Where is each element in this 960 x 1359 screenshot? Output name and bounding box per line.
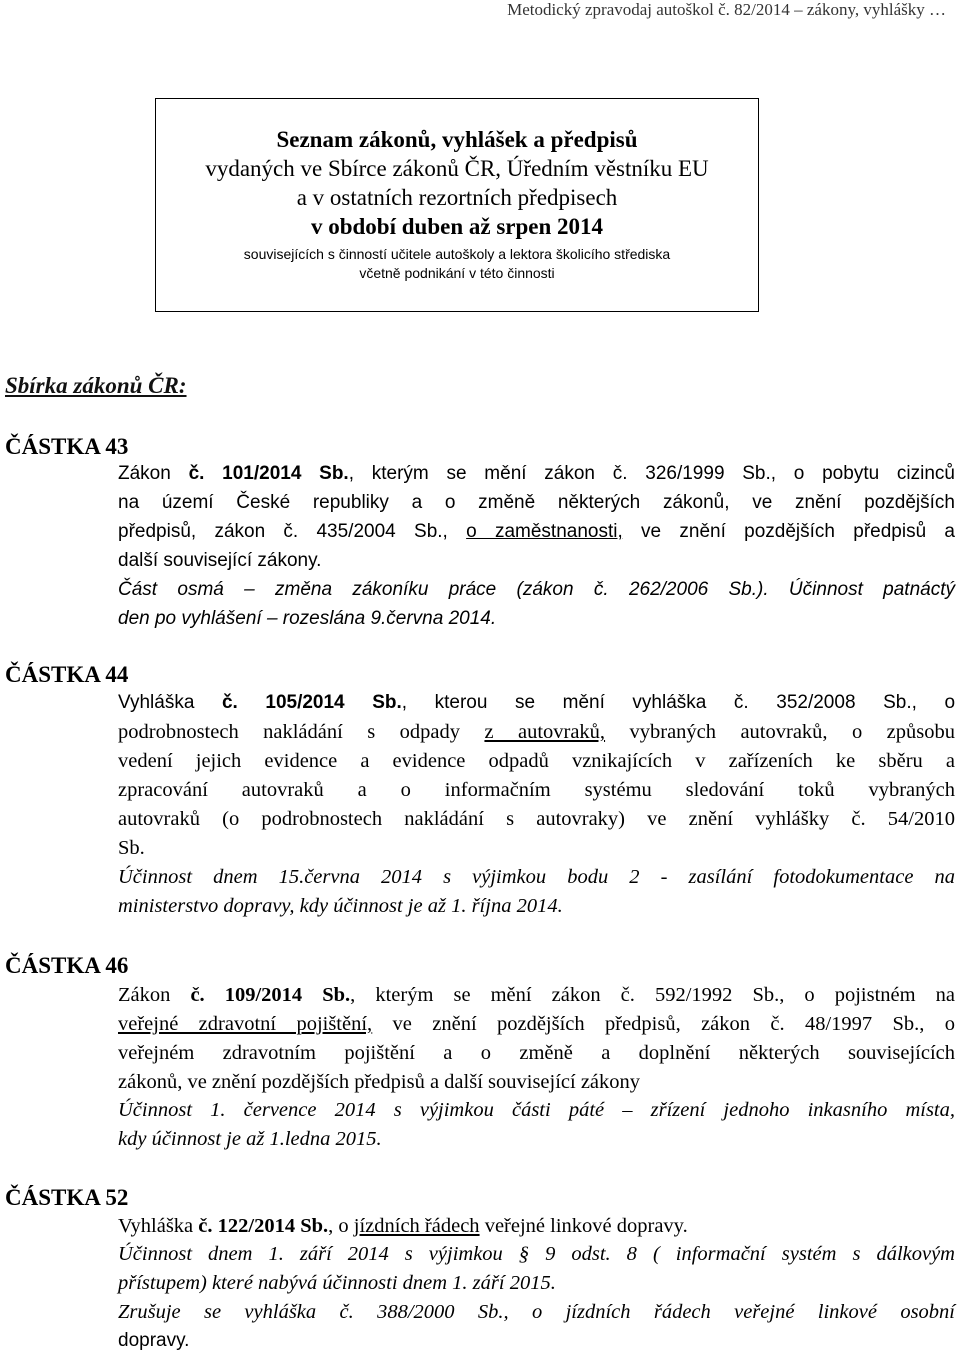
title-line-1: Seznam zákonů, vyhlášek a předpisů [276,127,638,152]
castka-44-line-8: ministerstvo dopravy, kdy účinnost je až 1. října 2014. [118,895,563,917]
castka-46-line-3: veřejném zdravotním pojištění a o změně a doplnění některých souvisejících [118,1042,955,1064]
castka-43-line-3: předpisů, zákon č. 435/2004 Sb., o zaměstnanosti, ve znění pozdějších předpisů a [118,521,955,542]
castka-46-line-5: Účinnost 1. července 2014 s výjimkou části páté – zřízení jednoho inkasního místa, [118,1099,955,1121]
title-line-4: v období duben až srpen 2014 [310,214,604,239]
title-line-2: vydaných ve Sbírce zákonů ČR, Úředním věstníku EU [205,156,709,181]
castka-43-line-6: den po vyhlášení – rozeslána 9.června 2014. [118,608,497,629]
castka-52-line-5: dopravy. [118,1330,190,1351]
castka-46-line-2: veřejné zdravotní pojištění, ve znění pozdějších předpisů, zákon č. 48/1997 Sb., o [118,1013,956,1035]
castka-46-line-6: kdy účinnost je až 1.ledna 2015. [118,1128,382,1150]
castka-44-line-3: vedení jejich evidence a evidence odpadů vznikajících v zařízeních ke sběru a [118,750,955,772]
title-line-6: včetně podnikání v této činnosti [359,265,555,281]
castka-43-line-5: Část osmá – změna zákoníku práce (zákon č. 262/2006 Sb.). Účinnost patnáctý [118,579,955,600]
castka-43-line-1: Zákon č. 101/2014 Sb., kterým se mění zákon č. 326/1999 Sb., o pobytu cizinců [118,463,955,484]
castka-43-heading: ČÁSTKA 43 [5,434,129,459]
castka-46-heading: ČÁSTKA 46 [5,953,129,978]
castka-46-line-4: zákonů, ve znění pozdějších předpisů a další související zákony [118,1071,641,1093]
castka-44-line-5: autovraků (o podrobnostech nakládání s autovraky) ve znění vyhlášky č. 54/2010 [118,808,955,830]
title-line-5: souvisejících s činností učitele autoškoly a lektora školicího střediska [243,246,671,262]
castka-43-line-2: na území České republiky a o změně některých zákonů, ve znění pozdějších [118,492,955,513]
castka-43-line-4: další související zákony. [118,550,322,571]
castka-52-line-3: přístupem) které nabývá účinnosti dnem 1. září 2015. [118,1272,556,1294]
castka-44-line-2: podrobnostech nakládání s odpady z autovraků, vybraných autovraků, o způsobu [118,721,955,743]
castka-44-line-6: Sb. [118,837,145,859]
section-heading: Sbírka zákonů ČR: [5,373,187,398]
running-header: Metodický zpravodaj autoškol č. 82/2014 – zákony, vyhlášky … [507,0,946,19]
castka-44-heading: ČÁSTKA 44 [5,662,129,687]
castka-44-line-1: Vyhláška č. 105/2014 Sb., kterou se mění vyhláška č. 352/2008 Sb., o [118,692,956,713]
castka-46-line-1: Zákon č. 109/2014 Sb., kterým se mění zákon č. 592/1992 Sb., o pojistném na [118,984,955,1006]
castka-52-line-1: Vyhláška č. 122/2014 Sb., o jízdních řádech veřejné linkové dopravy. [118,1215,688,1237]
title-box [155,98,759,312]
title-line-3: a v ostatních rezortních předpisech [296,185,618,210]
castka-44-line-4: zpracování autovraků a o informačním systému sledování toků vybraných [118,779,955,801]
castka-52-heading: ČÁSTKA 52 [5,1185,129,1210]
castka-52-line-2: Účinnost dnem 1. září 2014 s výjimkou § 9 odst. 8 ( informační systém s dálkovým [118,1243,955,1265]
castka-44-line-7: Účinnost dnem 15.června 2014 s výjimkou bodu 2 - zasílání fotodokumentace na [118,866,955,888]
castka-52-line-4: Zrušuje se vyhláška č. 388/2000 Sb., o jízdních řádech veřejné linkové osobní [118,1301,955,1323]
